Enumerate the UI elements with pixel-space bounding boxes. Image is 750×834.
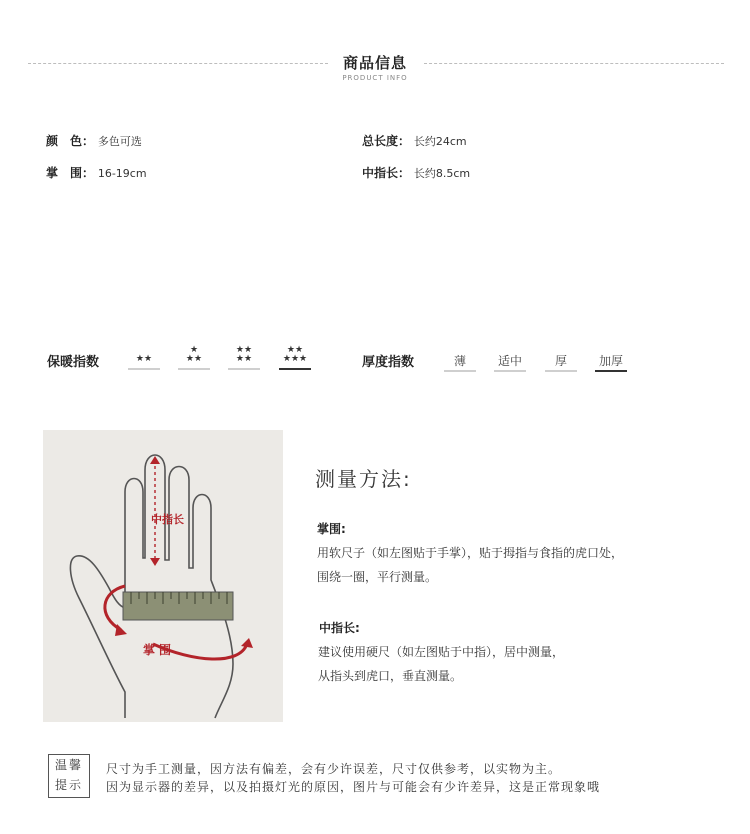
spec-palm (46, 164, 147, 181)
spec-palm-label: 掌 围： (46, 166, 95, 180)
spec-middle-value: 长约8.5cm (413, 167, 471, 180)
method-title: 测量方法: (315, 467, 412, 491)
star-icon: ★★ (185, 354, 203, 364)
spec-color (46, 132, 142, 149)
palm-label: 掌围 (143, 643, 176, 657)
notice-box-line1: 温馨 (54, 758, 83, 772)
arrow-up-icon (241, 638, 253, 648)
star-icon: ★ (189, 345, 199, 355)
arrow-up-icon (150, 456, 160, 464)
spec-length-value: 长约24cm (413, 135, 467, 148)
thickness-option-extra-thick (595, 352, 627, 369)
spec-color-label: 颜 色： (46, 134, 95, 148)
thickness-label: 厚度指数 (362, 355, 415, 370)
thickness-option-label: 适中 (497, 354, 522, 368)
middle-finger-label: 中指长 (151, 513, 184, 526)
palm-arrow-left (105, 586, 125, 630)
spec-palm-value: 16-19cm (97, 167, 147, 180)
arrow-right-icon (115, 624, 127, 636)
star-icon: ★★ (235, 354, 253, 364)
notice-line1: 尺寸为手工测量，因方法有偏差，会有少许误差，尺寸仅供参考，以实物为主。 (106, 762, 562, 776)
method-middle-title: 中指长: (319, 621, 360, 635)
spec-length-label: 总长度： (362, 134, 411, 148)
notice-box-line2: 提示 (54, 778, 83, 792)
method-palm-line1: 用软尺子（如左图贴于手掌），贴于拇指与食指的虎口处， (317, 546, 624, 560)
method-palm-title: 掌围: (317, 522, 346, 536)
star-icon: ★★ (235, 345, 253, 355)
measurement-illustration (43, 430, 283, 722)
star-icon: ★★ (135, 354, 153, 364)
star-icon: ★★ (286, 345, 304, 355)
hand-diagram (43, 430, 283, 722)
warmth-label: 保暖指数 (47, 355, 100, 370)
thickness-option-medium (494, 352, 526, 369)
star-icon: ★★★ (282, 354, 308, 364)
thickness-option-label: 加厚 (598, 354, 623, 368)
method-middle-line1: 建议使用硬尺（如左图贴于中指），居中测量， (318, 645, 565, 659)
spec-color-value: 多色可选 (97, 135, 142, 148)
warmth-option-2 (128, 346, 160, 366)
method-palm-line2: 围绕一圈，平行测量。 (317, 570, 438, 584)
thickness-option-thick (545, 352, 577, 369)
hand-outline (70, 455, 233, 718)
spec-middle (362, 164, 470, 181)
thickness-option-label: 厚 (554, 354, 567, 368)
section-subtitle: PRODUCT INFO (342, 74, 408, 82)
notice-line2: 因为显示器的差异，以及拍摄灯光的原因，图片与可能会有少许差异，这是正常现象哦 (106, 780, 601, 794)
method-middle-line2: 从指头到虎口，垂直测量。 (318, 669, 463, 683)
spec-middle-label: 中指长： (362, 166, 411, 180)
notice-box (48, 754, 90, 798)
thickness-option-thin (444, 352, 476, 369)
warmth-option-4 (228, 346, 260, 366)
spec-length (362, 132, 467, 149)
warmth-option-5 (279, 346, 311, 366)
section-title: 商品信息 (342, 54, 407, 72)
warmth-option-3 (178, 346, 210, 366)
thickness-option-label: 薄 (453, 354, 466, 368)
arrow-down-icon (150, 558, 160, 566)
